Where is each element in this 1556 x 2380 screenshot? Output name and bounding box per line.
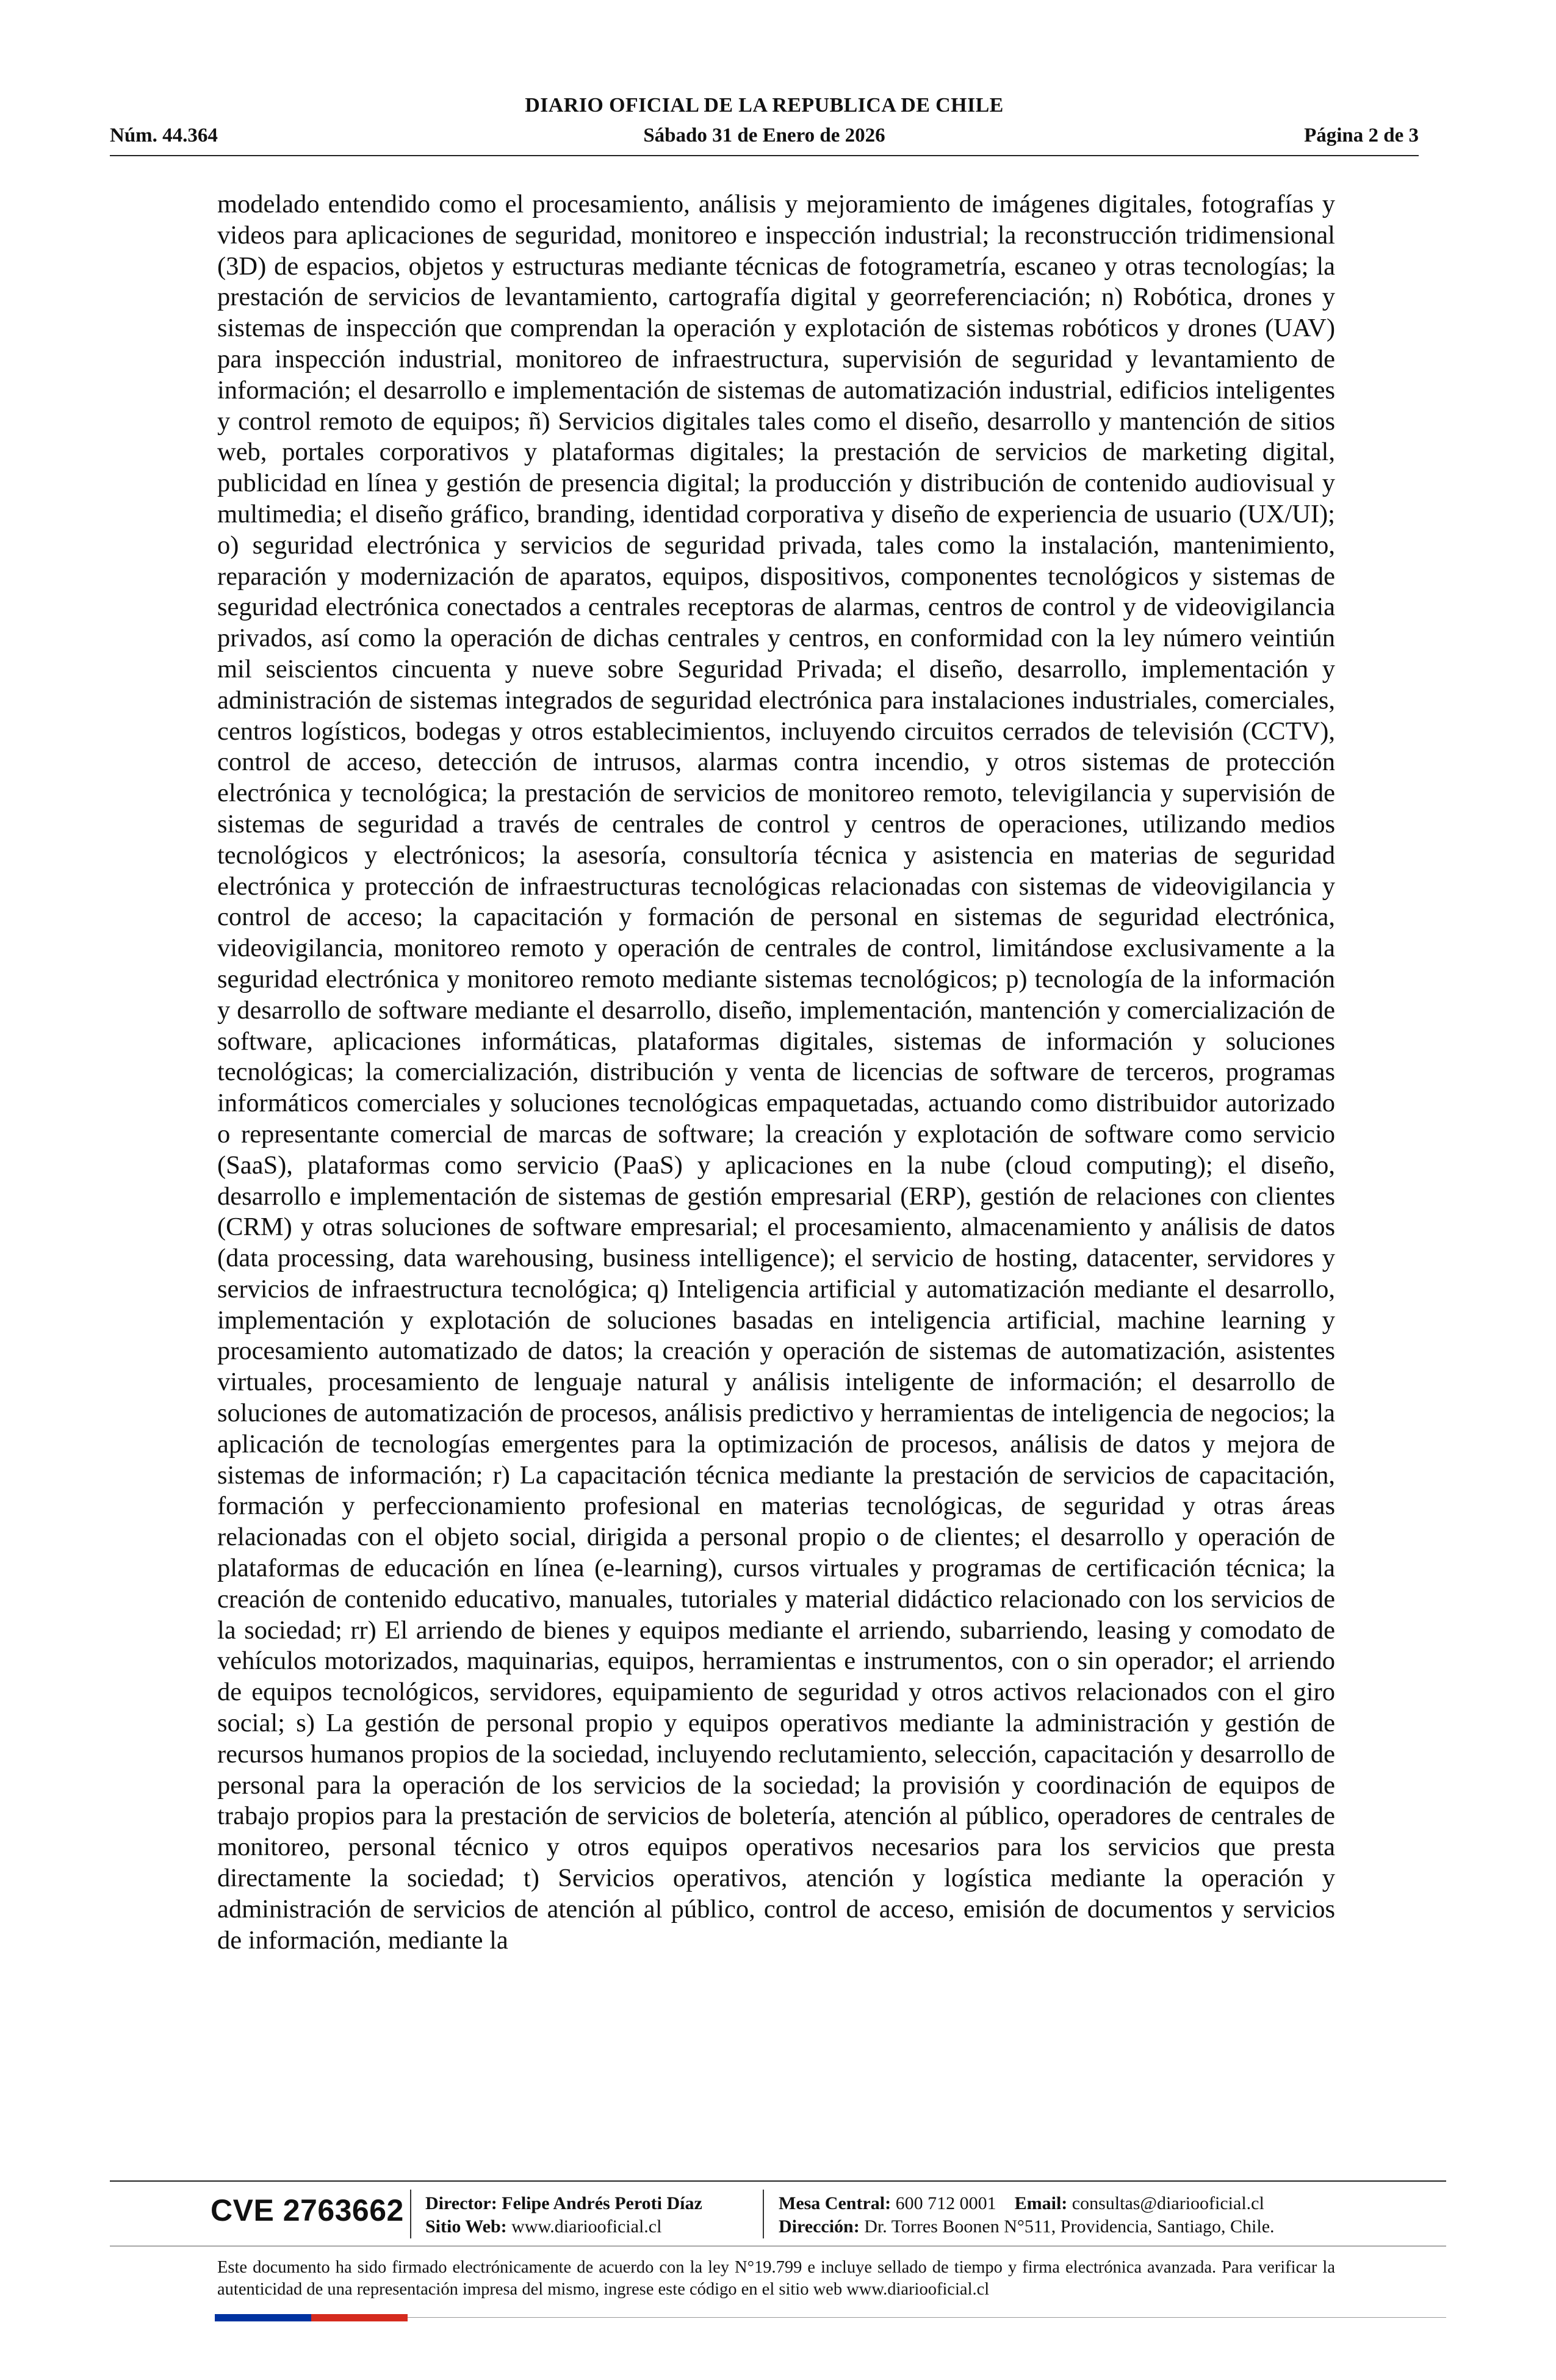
website-link[interactable]: www.diariooficial.cl bbox=[511, 2216, 662, 2237]
gazette-title: DIARIO OFICIAL DE LA REPUBLICA DE CHILE bbox=[525, 94, 1004, 117]
email-link[interactable]: consultas@diariooficial.cl bbox=[1072, 2193, 1264, 2213]
legal-notice: Este documento ha sido firmado electrónicamente de acuerdo con la ley N°19.799 e incluye sellado de tiempo y firma electrónica avanzada. Para verificar la autenticidad de una representación impresa del mismo, ingrese este código en el sitio web www.diariooficial.cl bbox=[217, 2258, 1335, 2299]
footer-divider-top bbox=[110, 2180, 1446, 2182]
address-label: Dirección: bbox=[779, 2216, 860, 2237]
footer-contact-block bbox=[779, 2192, 1275, 2238]
flag-color-bar bbox=[215, 2314, 408, 2321]
issue-date: Sábado 31 de Enero de 2026 bbox=[643, 124, 885, 146]
director-line bbox=[425, 2192, 702, 2215]
director-name: Felipe Andrés Peroti Díaz bbox=[502, 2193, 702, 2213]
footer-separator bbox=[763, 2190, 764, 2238]
footer-director-block bbox=[425, 2192, 702, 2238]
mesa-phone: 600 712 0001 bbox=[895, 2193, 996, 2213]
address-value: Dr. Torres Boonen N°511, Providencia, Santiago, Chile. bbox=[864, 2216, 1275, 2237]
footer-separator bbox=[410, 2190, 411, 2238]
issue-number: Núm. 44.364 bbox=[110, 124, 218, 146]
flag-blue-segment bbox=[215, 2314, 311, 2321]
director-label: Director: bbox=[425, 2193, 497, 2213]
email-label: Email: bbox=[1014, 2193, 1068, 2213]
website-line bbox=[425, 2215, 702, 2238]
page-indicator: Página 2 de 3 bbox=[1304, 124, 1419, 146]
mesa-label: Mesa Central: bbox=[779, 2193, 891, 2213]
address-line bbox=[779, 2215, 1275, 2238]
body-paragraph: modelado entendido como el procesamiento, análisis y mejoramiento de imágenes digitales, fotografías y videos para aplicaciones de seguridad, monitoreo e inspección industrial; la reconstrucción tridimensional (3D) de espacios, objetos y estructuras mediante técnicas de fotogrametría, escaneo y otras tecnologías; la prestación de servicios de levantamiento, cartografía digital y georreferenciación; n) Robótica, drones y sistemas de inspección que comprendan la operación y explotación de sistemas robóticos y drones (UAV) para inspección industrial, monitoreo de infraestructura, supervisión de seguridad y levantamiento de información; el desarrollo e implementación de sistemas de automatización industrial, edificios inteligentes y control remoto de equipos; ñ) Servicios digitales tales como el diseño, desarrollo y mantención de sitios web, portales corporativos y plataformas digitales; la prestación de servicios de marketing digital, publicidad en línea y gestión de presencia digital; la producción y distribución de contenido audiovisual y multimedia; el diseño gráfico, branding, identidad corporativa y diseño de experiencia de usuario (UX/UI); o) seguridad electrónica y servicios de seguridad privada, tales como la instalación, mantenimiento, reparación y modernización de aparatos, equipos, dispositivos, componentes tecnológicos y sistemas de seguridad electrónica conectados a centrales receptoras de alarmas, centros de control y de videovigilancia privados, así como la operación de dichas centrales y centros, en conformidad con la ley número veintiún mil seiscientos cincuenta y nueve sobre Seguridad Privada; el diseño, desarrollo, implementación y administración de sistemas integrados de seguridad electrónica para instalaciones industriales, comerciales, centros logísticos, bodegas y otros establecimientos, incluyendo circuitos cerrados de televisión (CCTV), control de acceso, detección de intrusos, alarmas contra incendio, y otros sistemas de protección electrónica y tecnológica; la prestación de servicios de monitoreo remoto, televigilancia y supervisión de sistemas de seguridad a través de centrales de control y centros de operaciones, utilizando medios tecnológicos y electrónicos; la asesoría, consultoría técnica y asistencia en materias de seguridad electrónica y protección de infraestructuras tecnológicas relacionadas con sistemas de videovigilancia y control de acceso; la capacitación y formación de personal en sistemas de seguridad electrónica, videovigilancia, monitoreo remoto y operación de centrales de control, limitándose exclusivamente a la seguridad electrónica y monitoreo remoto mediante sistemas tecnológicos; p) tecnología de la información y desarrollo de software mediante el desarrollo, diseño, implementación, mantención y comercialización de software, aplicaciones informáticas, plataformas digitales, sistemas de información y soluciones tecnológicas; la comercialización, distribución y venta de licencias de software de terceros, programas informáticos comerciales y soluciones tecnológicas empaquetadas, actuando como distribuidor autorizado o representante comercial de marcas de software; la creación y explotación de software como servicio (SaaS), plataformas como servicio (PaaS) y aplicaciones en la nube (cloud computing); el diseño, desarrollo e implementación de sistemas de gestión empresarial (ERP), gestión de relaciones con clientes (CRM) y otras soluciones de software empresarial; el procesamiento, almacenamiento y análisis de datos (data processing, data warehousing, business intelligence); el servicio de hosting, datacenter, servidores y servicios de infraestructura tecnológica; q) Inteligencia artificial y automatización mediante el desarrollo, implementación y explotación de soluciones basadas en inteligencia artificial, machine learning y procesamiento automatizado de datos; la creación y operación de sistemas de automatización, asistentes virtuales, procesamiento de lenguaje natural y análisis inteligente de información; el desarrollo de soluciones de automatización de procesos, análisis predictivo y herramientas de inteligencia de negocios; la aplicación de tecnologías emergentes para la optimización de procesos, análisis de datos y mejora de sistemas de información; r) La capacitación técnica mediante la prestación de servicios de capacitación, formación y perfeccionamiento profesional en materias tecnológicas, de seguridad y otras áreas relacionadas con el objeto social, dirigida a personal propio o de clientes; el desarrollo y operación de plataformas de educación en línea (e-learning), cursos virtuales y programas de certificación técnica; la creación de contenido educativo, manuales, tutoriales y material didáctico relacionado con los servicios de la sociedad; rr) El arriendo de bienes y equipos mediante el arriendo, subarriendo, leasing y comodato de vehículos motorizados, maquinarias, equipos, herramientas e instrumentos, con o sin operador; el arriendo de equipos tecnológicos, servidores, equipamiento de seguridad y otros activos relacionados con el giro social; s) La gestión de personal propio y equipos operativos mediante la administración y gestión de recursos humanos propios de la sociedad, incluyendo reclutamiento, selección, capacitación y desarrollo de personal para la operación de los servicios de la sociedad; la provisión y coordinación de equipos de trabajo propios para la prestación de servicios de boletería, atención al público, operadores de centrales de monitoreo, personal técnico y otros equipos operativos necesarios para los servicios que presta directamente la sociedad; t) Servicios operativos, atención y logística mediante la operación y administración de servicios de atención al público, control de acceso, emisión de documentos y servicios de información, mediante la bbox=[217, 190, 1335, 1955]
contact-line bbox=[779, 2192, 1275, 2215]
footer-bottom-rule bbox=[408, 2317, 1446, 2318]
flag-red-segment bbox=[311, 2314, 408, 2321]
website-label: Sitio Web: bbox=[425, 2216, 507, 2237]
page-header bbox=[110, 92, 1419, 159]
cve-code: CVE 2763662 bbox=[211, 2193, 404, 2227]
header-divider bbox=[110, 155, 1419, 156]
